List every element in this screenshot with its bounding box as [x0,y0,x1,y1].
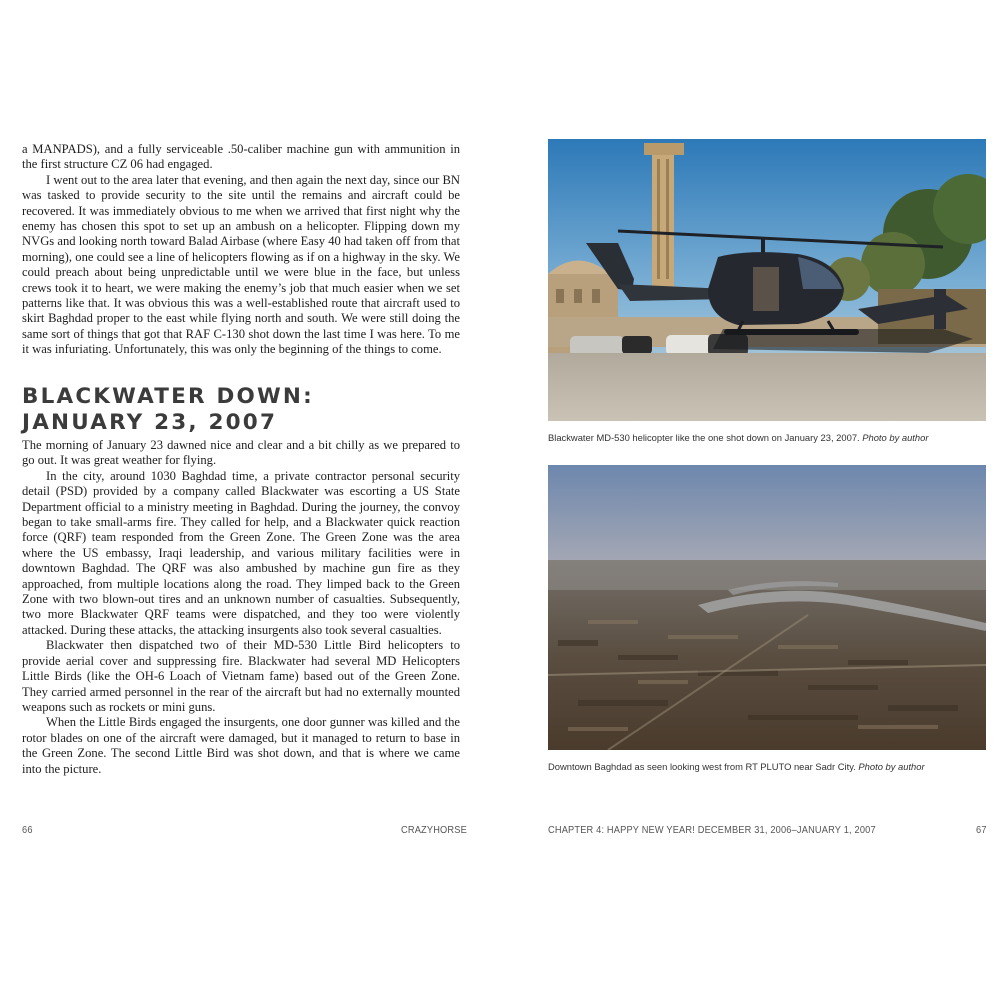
helicopter-photo [548,139,986,421]
right-page [500,0,1000,1000]
helicopter-image [548,139,986,421]
paragraph: I went out to the area later that evening, and then again the next day, since our BN was tasked to provide security to the site until the remains and aircraft could be recovered. It was immediately obvious to me when we arrived that first night why the enemy has chosen this spot to set up an ambush on a helicopter. Flipping down my NVGs and looking north toward Balad Airbase (where Easy 40 had taken off from that morning), one could see a line of helicopters flowing as if on a highway in the sky. We could preach about being unpredictable until we were blue in the face, but unless crews took it to heart, we were making the enemy’s job that much easier when we set patterns like that. It was obvious this was a well-established route that aircraft used to skirt Baghdad proper to the east while flying north and south. We were still doing the same sort of things that got that RAF C-130 shot down the last time I was here. To me it was infuriating. Unfortunately, this was only the beginning of the things to come. [22,172,460,357]
photo-credit: Photo by author [858,761,925,772]
page-number-left: 66 [22,824,33,836]
section-heading-line2: JANUARY 23, 2007 [22,410,278,435]
caption-text: Downtown Baghdad as seen looking west from RT PLUTO near Sadr City. [548,761,859,772]
running-title-left: CRAZYHORSE [401,824,467,836]
city-image [548,465,986,750]
paragraph: In the city, around 1030 Baghdad time, a private contractor personal security detail (PSD) provided by a company called Blackwater was escorting a US State Department official to a ministry meeting in Baghdad. During the journey, the convoy began to take small-arms fire. They called for help, and a Blackwater quick reaction force (QRF) team responded from the Green Zone. The Green Zone was the area where the US embassy, Iraqi leadership, and various military facilities were in downtown Baghdad. The QRF was also ambushed by machine gun fire as they approached, from multiple locations along the road. They limped back to the Green Zone with two blown-out tires and an unknown number of casualties. Subsequently, two more Blackwater QRF teams were dispatched, and they too were violently attacked. During these attacks, the attacking insurgents also took several casualties. [22,468,460,637]
body-text-bottom [22,438,460,777]
paragraph: The morning of January 23 dawned nice and clear and a bit chilly as we prepared to go out. It was great weather for flying. [22,438,460,468]
section-heading-line1: BLACKWATER DOWN: [22,384,314,409]
page-number-right: 67 [976,824,987,836]
body-text-top [22,142,460,358]
paragraph: When the Little Birds engaged the insurgents, one door gunner was killed and the rotor blades on one of the aircraft were damaged, but it managed to return to base in the Green Zone. The second Little Bird was shot down, and that is where we came into the picture. [22,715,460,776]
section-heading [22,384,462,436]
paragraph: a MANPADS), and a fully serviceable .50-caliber machine gun with ammunition in the first structure CZ 06 had engaged. [22,142,460,172]
caption-text: Blackwater MD-530 helicopter like the one shot down on January 23, 2007. [548,432,863,443]
photo-credit: Photo by author [862,432,929,443]
paragraph: Blackwater then dispatched two of their MD-530 Little Bird helicopters to provide aerial cover and suppressing fire. Blackwater had several MD Helicopters Little Birds (like the OH-6 Loach of Vietnam fame) based out of the Green Zone. They carried armed personnel in the rear of the aircraft but had no externally mounted weapons such as rockets or mini guns. [22,638,460,714]
baghdad-aerial-photo [548,465,986,750]
photo-caption-2 [548,761,988,772]
photo-caption-1 [548,432,988,443]
running-title-right: CHAPTER 4: HAPPY NEW YEAR! DECEMBER 31, 2006–JANUARY 1, 2007 [548,824,876,836]
